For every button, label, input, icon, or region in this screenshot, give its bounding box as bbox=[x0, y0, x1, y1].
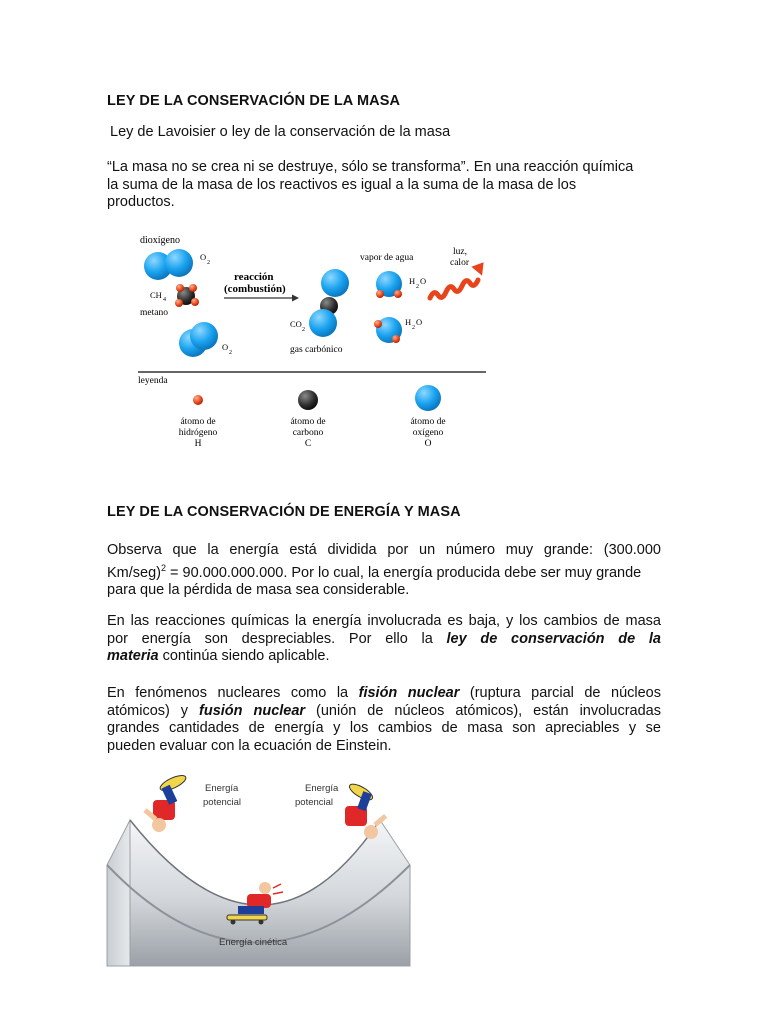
legend-o: O bbox=[424, 439, 432, 449]
energy-wave-icon bbox=[430, 280, 478, 298]
paragraph-line: Observa que la energía está dividida por un número muy grande: (300.000 bbox=[107, 542, 661, 558]
emphasis-ley-conservacion: ley de conservación de la bbox=[446, 630, 661, 647]
paragraph-text: por energía son despreciables. Por ello la bbox=[107, 630, 447, 647]
legend-carbono: carbono bbox=[292, 428, 324, 438]
emphasis-fision-nuclear: fisión nuclear bbox=[358, 685, 460, 701]
section1-subtitle: Ley de Lavoisier o ley de la conservación de la masa bbox=[110, 124, 451, 140]
label-energia-potencial-left-b: potencial bbox=[203, 797, 242, 808]
paragraph-chemical-reactions bbox=[107, 613, 661, 666]
legend-atomo-de-c: átomo de bbox=[290, 417, 326, 427]
oxygen-atom bbox=[165, 249, 193, 277]
section1-title: LEY DE LA CONSERVACIÓN DE LA MASA bbox=[107, 93, 401, 109]
paragraph-text: (ruptura parcial de núcleos bbox=[459, 685, 661, 701]
halfpipe-energy-illustration bbox=[105, 770, 415, 970]
paragraph-text: En fenómenos nucleares como la bbox=[107, 685, 359, 701]
label-gas-carbonico: gas carbónico bbox=[290, 345, 343, 355]
label-o2: O bbox=[200, 252, 207, 262]
paragraph-line: la suma de la masa de los reactivos es igual a la suma de la masa de los bbox=[107, 176, 577, 193]
label-reaccion: reacción bbox=[234, 271, 274, 283]
quote-text: “La masa no se crea ni se destruye, sólo se transforma”. bbox=[107, 159, 470, 175]
label-metano: metano bbox=[140, 308, 168, 318]
label-energia-cinetica: Energía cinética bbox=[219, 937, 288, 948]
label-h2o2: H bbox=[405, 317, 412, 327]
superscript-2: 2 bbox=[161, 562, 167, 573]
emphasis-fusion-nuclear: fusión nuclear bbox=[199, 702, 306, 719]
ramp-left-side bbox=[107, 820, 130, 966]
section1-paragraph bbox=[107, 159, 661, 212]
paragraph-line: productos. bbox=[107, 194, 175, 210]
label-energia-potencial-right-a: Energía bbox=[305, 783, 339, 794]
label-combustion: (combustión) bbox=[224, 283, 286, 295]
label-h2o: H bbox=[409, 276, 416, 286]
hydrogen-atom bbox=[189, 284, 197, 292]
label-energia-potencial-right-b: potencial bbox=[295, 797, 334, 808]
label-h2o2-sub: 2 bbox=[412, 325, 415, 331]
oxygen-atom bbox=[309, 309, 337, 337]
label-calor: calor bbox=[450, 258, 469, 268]
legend-oxigeno: oxígeno bbox=[412, 428, 444, 438]
label-o2-sub: 2 bbox=[207, 260, 210, 266]
label-co2-sub: 2 bbox=[302, 327, 305, 333]
hydrogen-atom bbox=[392, 335, 400, 343]
energy-arrowhead-icon bbox=[471, 262, 487, 278]
section2-title: LEY DE LA CONSERVACIÓN DE ENERGÍA Y MASA bbox=[107, 504, 461, 520]
legend-h: H bbox=[194, 439, 202, 449]
paragraph-text: (unión de núcleos atómicos), están involucradas bbox=[305, 702, 661, 719]
label-o2b-sub: 2 bbox=[229, 350, 232, 356]
label-dioxigeno: dioxígeno bbox=[140, 235, 180, 246]
emphasis-materia: materia bbox=[107, 648, 159, 664]
label-h2o2-o: O bbox=[416, 317, 423, 327]
combustion-diagram bbox=[130, 228, 500, 458]
label-o2b: O bbox=[222, 342, 229, 352]
legend-carbon-atom bbox=[298, 390, 318, 410]
paragraph-line: En las reacciones químicas la energía involucrada es baja, y los cambios de masa bbox=[107, 613, 661, 629]
reaction-arrowhead bbox=[292, 295, 299, 302]
label-vapor-agua: vapor de agua bbox=[360, 253, 414, 263]
label-luz: luz, bbox=[453, 247, 467, 257]
label-ch4: CH bbox=[150, 290, 162, 300]
legend-atomo-de-h: átomo de bbox=[180, 417, 216, 427]
paragraph-text: atómicos) y bbox=[107, 702, 200, 719]
label-h2o-sub: 2 bbox=[416, 284, 419, 290]
label-ch4-sub: 4 bbox=[163, 297, 166, 303]
paragraph-energy-division bbox=[107, 542, 661, 596]
skater-left bbox=[143, 773, 187, 832]
legend-hidrogeno: hidrógeno bbox=[178, 428, 218, 438]
hydrogen-atom bbox=[376, 290, 384, 298]
hydrogen-atom bbox=[176, 284, 184, 292]
hydrogen-atom bbox=[175, 299, 183, 307]
label-co2: CO bbox=[290, 319, 302, 329]
legend-hydrogen-atom bbox=[193, 395, 203, 405]
hydrogen-atom bbox=[374, 320, 382, 328]
legend-atomo-de-o: átomo de bbox=[410, 417, 446, 427]
paragraph-line: para que la pérdida de masa sea considerable. bbox=[107, 581, 410, 598]
paragraph-line: pueden evaluar con la ecuación de Einstein. bbox=[107, 737, 392, 754]
legend-c: C bbox=[304, 439, 312, 449]
paragraph-text: continúa siendo aplicable. bbox=[158, 648, 330, 664]
label-h2o-o: O bbox=[420, 276, 427, 286]
oxygen-atom bbox=[190, 322, 218, 350]
paragraph-text: = 90.000.000.000. Por lo cual, la energía producida debe ser muy grande bbox=[166, 564, 642, 581]
paragraph-text: Km/seg) bbox=[107, 564, 161, 581]
oxygen-atom bbox=[321, 269, 349, 297]
paragraph-nuclear-phenomena bbox=[107, 685, 661, 755]
legend-oxygen-atom bbox=[415, 385, 441, 411]
label-energia-potencial-left-a: Energía bbox=[205, 783, 239, 794]
label-leyenda: leyenda bbox=[138, 376, 168, 386]
hydrogen-atom bbox=[394, 290, 402, 298]
quote-continuation: En una reacción química bbox=[469, 159, 634, 175]
hydrogen-atom bbox=[191, 298, 199, 306]
paragraph-line: grandes cantidades de energía y los cambios de masa son apreciables y se bbox=[107, 720, 661, 736]
